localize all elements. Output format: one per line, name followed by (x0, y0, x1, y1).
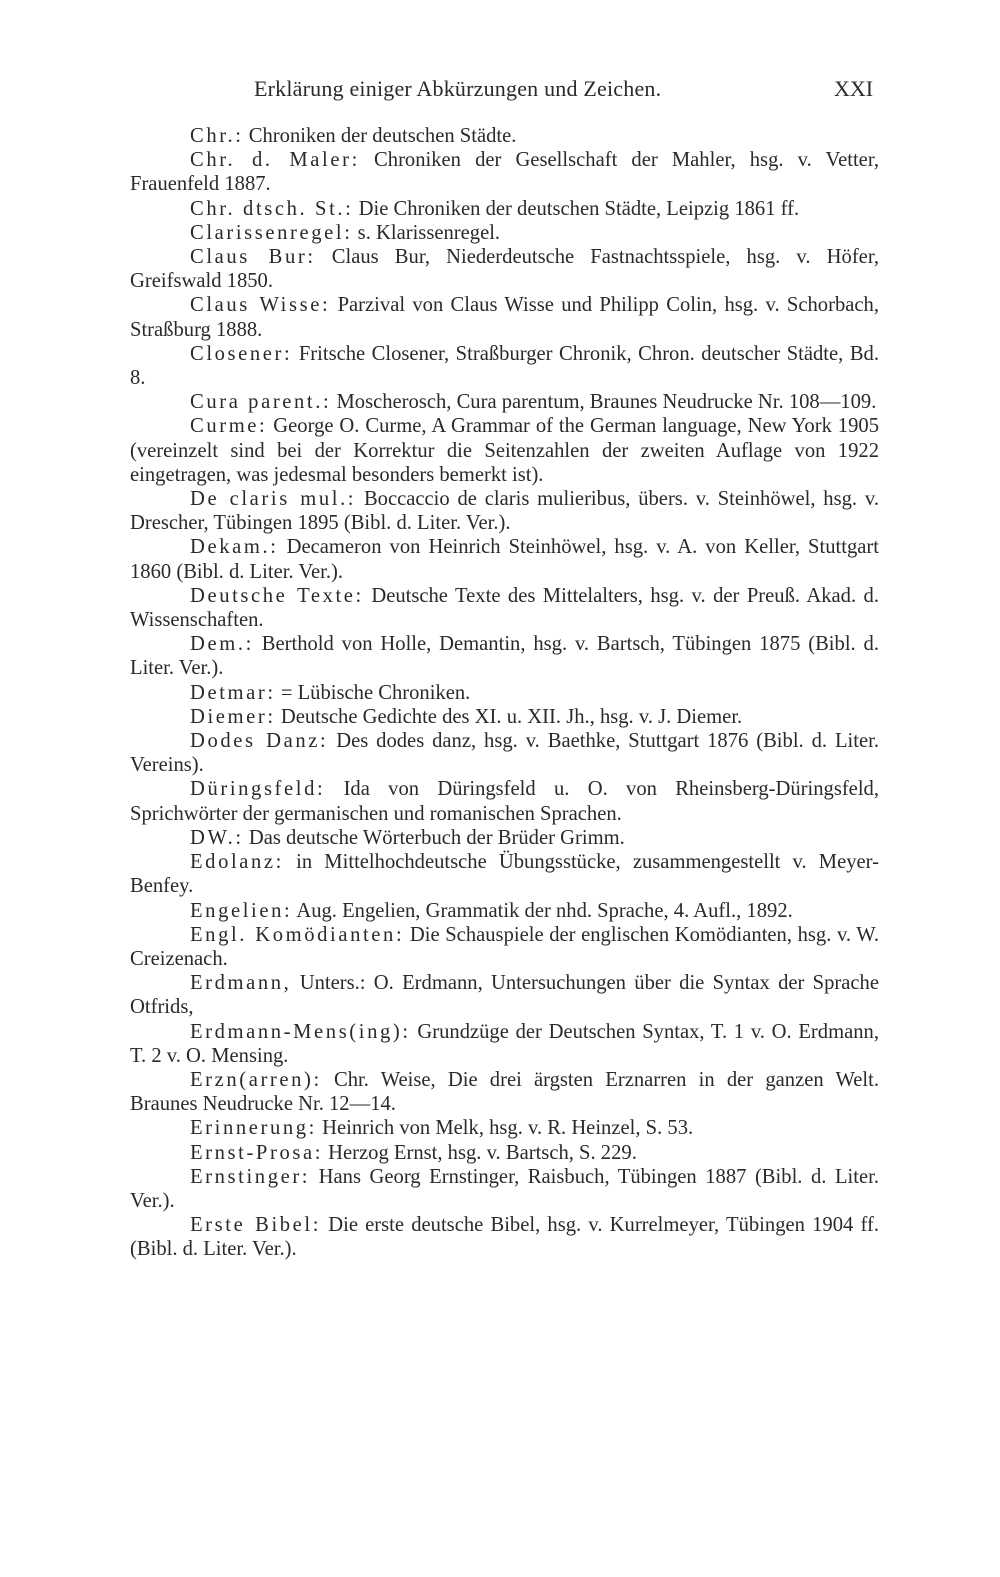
entry-keyword: Dekam.: (190, 536, 279, 559)
abbreviation-entry (130, 535, 879, 583)
entry-keyword: Deutsche Texte: (190, 584, 364, 607)
abbreviation-entry (130, 971, 879, 1019)
entry-text: Deutsche Texte des Mittelalters, hsg. v. der Preuß. Akad. d. Wissenschaften. (130, 584, 879, 632)
abbreviation-entry (130, 124, 879, 148)
entry-keyword: Chr. dtsch. St.: (190, 197, 354, 220)
abbreviation-entry (130, 899, 879, 923)
entry-text: Boccaccio de claris mulieribus, übers. v. Steinhöwel, hsg. v. Drescher, Tübingen 1895 (Bibl. d. Liter. Ver.). (130, 488, 879, 535)
abbreviation-entry (130, 1116, 879, 1140)
entry-keyword: De claris mul.: (190, 488, 357, 511)
page-number: XXI (834, 76, 874, 101)
abbreviation-entry (130, 826, 879, 850)
entry-keyword: Chr.: (190, 125, 244, 147)
abbreviation-entry (130, 584, 879, 632)
entry-keyword: DW.: (190, 826, 244, 849)
entry-text: Berthold von Holle, Demantin, hsg. v. Bartsch, Tübingen 1875 (Bibl. d. Liter. Ver.). (130, 633, 879, 680)
entry-text: Moscherosch, Cura parentum, Braunes Neudrucke Nr. 108—109. (331, 391, 877, 414)
entry-keyword: Erinnerung: (190, 1117, 317, 1140)
entry-keyword: Detmar: (190, 681, 276, 704)
abbreviation-entry (130, 293, 879, 341)
entry-text: Fritsche Closener, Straßburger Chronik, Chron. deutscher Städte, Bd. 8. (130, 342, 879, 390)
entry-text: Des dodes danz, hsg. v. Baethke, Stuttgart 1876 (Bibl. d. Liter. Vereins). (130, 730, 879, 777)
abbreviation-entry (130, 1213, 879, 1261)
entry-text: Die erste deutsche Bibel, hsg. v. Kurrelmeyer, Tübingen 1904 ff. (Bibl. d. Liter. Ver.). (130, 1214, 879, 1261)
entry-text: = Lübische Chroniken. (275, 681, 471, 704)
abbreviation-list (130, 124, 879, 1262)
abbreviation-entry (130, 705, 879, 729)
entry-keyword: Erste Bibel: (190, 1214, 322, 1237)
entry-keyword: Dodes Danz: (190, 730, 329, 753)
entry-text: Ida von Düringsfeld u. O. von Rheinsberg-Düringsfeld, Sprichwörter der germanischen und romanischen Sprachen. (130, 778, 879, 825)
entry-text: Parzival von Claus Wisse und Philipp Colin, hsg. v. Schorbach, Straßburg 1888. (130, 294, 879, 341)
entry-keyword: Engl. Komödianten: (190, 923, 405, 946)
entry-keyword: Claus Bur: (190, 246, 316, 269)
abbreviation-entry (130, 729, 879, 777)
entry-text: in Mittelhochdeutsche Übungsstücke, zusammengestellt v. Meyer-Benfey. (130, 851, 879, 898)
entry-text: Das deutsche Wörterbuch der Brüder Grimm. (243, 826, 625, 849)
abbreviation-entry (130, 1020, 879, 1068)
entry-text: Decameron von Heinrich Steinhöwel, hsg. v. A. von Keller, Stuttgart 1860 (Bibl. d. Liter. Ver.). (130, 536, 879, 583)
entry-text: Hans Georg Ernstinger, Raisbuch, Tübingen 1887 (Bibl. d. Liter. Ver.). (130, 1165, 879, 1212)
abbreviation-entry (130, 1165, 879, 1213)
running-header-title: Erklärung einiger Abkürzungen und Zeichen. (254, 76, 662, 101)
entry-text: Chroniken der Gesellschaft der Mahler, hsg. v. Vetter, Frauenfeld 1887. (130, 149, 879, 196)
abbreviation-entry (130, 632, 879, 680)
entry-text: Herzog Ernst, hsg. v. Bartsch, S. 229. (323, 1141, 637, 1164)
entry-text: Claus Bur, Niederdeutsche Fastnachtsspiele, hsg. v. Höfer, Greifswald 1850. (130, 246, 879, 293)
abbreviation-entry (130, 342, 879, 390)
entry-text: Unters.: O. Erdmann, Untersuchungen über die Syntax der Sprache Otfrids, (130, 972, 879, 1019)
entry-text: Grundzüge der Deutschen Syntax, T. 1 v. O. Erdmann, T. 2 v. O. Mensing. (130, 1020, 879, 1067)
entry-keyword: Erzn(arren): (190, 1068, 322, 1091)
entry-text: Die Chroniken der deutschen Städte, Leipzig 1861 ff. (353, 197, 800, 220)
entry-text: s. Klarissenregel. (352, 221, 501, 244)
entry-keyword: Düringsfeld: (190, 778, 326, 801)
entry-keyword: Clarissenregel: (190, 221, 353, 244)
abbreviation-entry (130, 245, 879, 293)
abbreviation-entry (130, 390, 879, 414)
abbreviation-entry (130, 487, 879, 535)
abbreviation-entry (130, 148, 879, 196)
abbreviation-entry (130, 681, 879, 705)
abbreviation-entry (130, 923, 879, 971)
abbreviation-entry (130, 777, 879, 825)
entry-keyword: Engelien: (190, 899, 293, 922)
entry-keyword: Ernstinger: (190, 1165, 311, 1188)
abbreviation-entry (130, 414, 879, 487)
entry-keyword: Erdmann, (190, 972, 292, 995)
entry-keyword: Cura parent.: (190, 391, 332, 414)
entry-keyword: Ernst-Prosa: (190, 1141, 324, 1164)
abbreviation-entry (130, 1068, 879, 1116)
entry-keyword: Claus Wisse: (190, 294, 331, 317)
abbreviation-entry (130, 1141, 879, 1165)
entry-text: Heinrich von Melk, hsg. v. R. Heinzel, S. 53. (316, 1117, 694, 1140)
entry-keyword: Curme: (190, 415, 268, 438)
abbreviation-entry (130, 197, 879, 221)
abbreviation-entry (130, 850, 879, 898)
entry-keyword: Diemer: (190, 705, 276, 728)
entry-text: Aug. Engelien, Grammatik der nhd. Sprache, 4. Aufl., 1892. (292, 899, 793, 922)
entry-text: Chroniken der deutschen Städte. (243, 125, 517, 147)
entry-text: Deutsche Gedichte des XI. u. XII. Jh., hsg. v. J. Diemer. (275, 705, 743, 728)
entry-keyword: Dem.: (190, 633, 254, 656)
entry-text: Die Schauspiele der englischen Komödianten, hsg. v. W. Creizenach. (130, 923, 880, 970)
abbreviation-entry (130, 221, 879, 245)
entry-keyword: Erdmann-Mens(ing): (190, 1020, 411, 1043)
entry-keyword: Edolanz: (190, 851, 284, 874)
entry-text: George O. Curme, A Grammar of the German language, New York 1905 (vereinzelt sind bei der Korrektur die Seitenzahlen der zweiten Auflage von 1922 eingetragen, was jedesmal besonders bemerkt ist). (130, 415, 879, 486)
entry-keyword: Closener: (190, 342, 293, 365)
entry-keyword: Chr. d. Maler: (190, 149, 360, 172)
entry-text: Chr. Weise, Die drei ärgsten Erznarren in der ganzen Welt. Braunes Neudrucke Nr. 12—14. (130, 1068, 879, 1116)
